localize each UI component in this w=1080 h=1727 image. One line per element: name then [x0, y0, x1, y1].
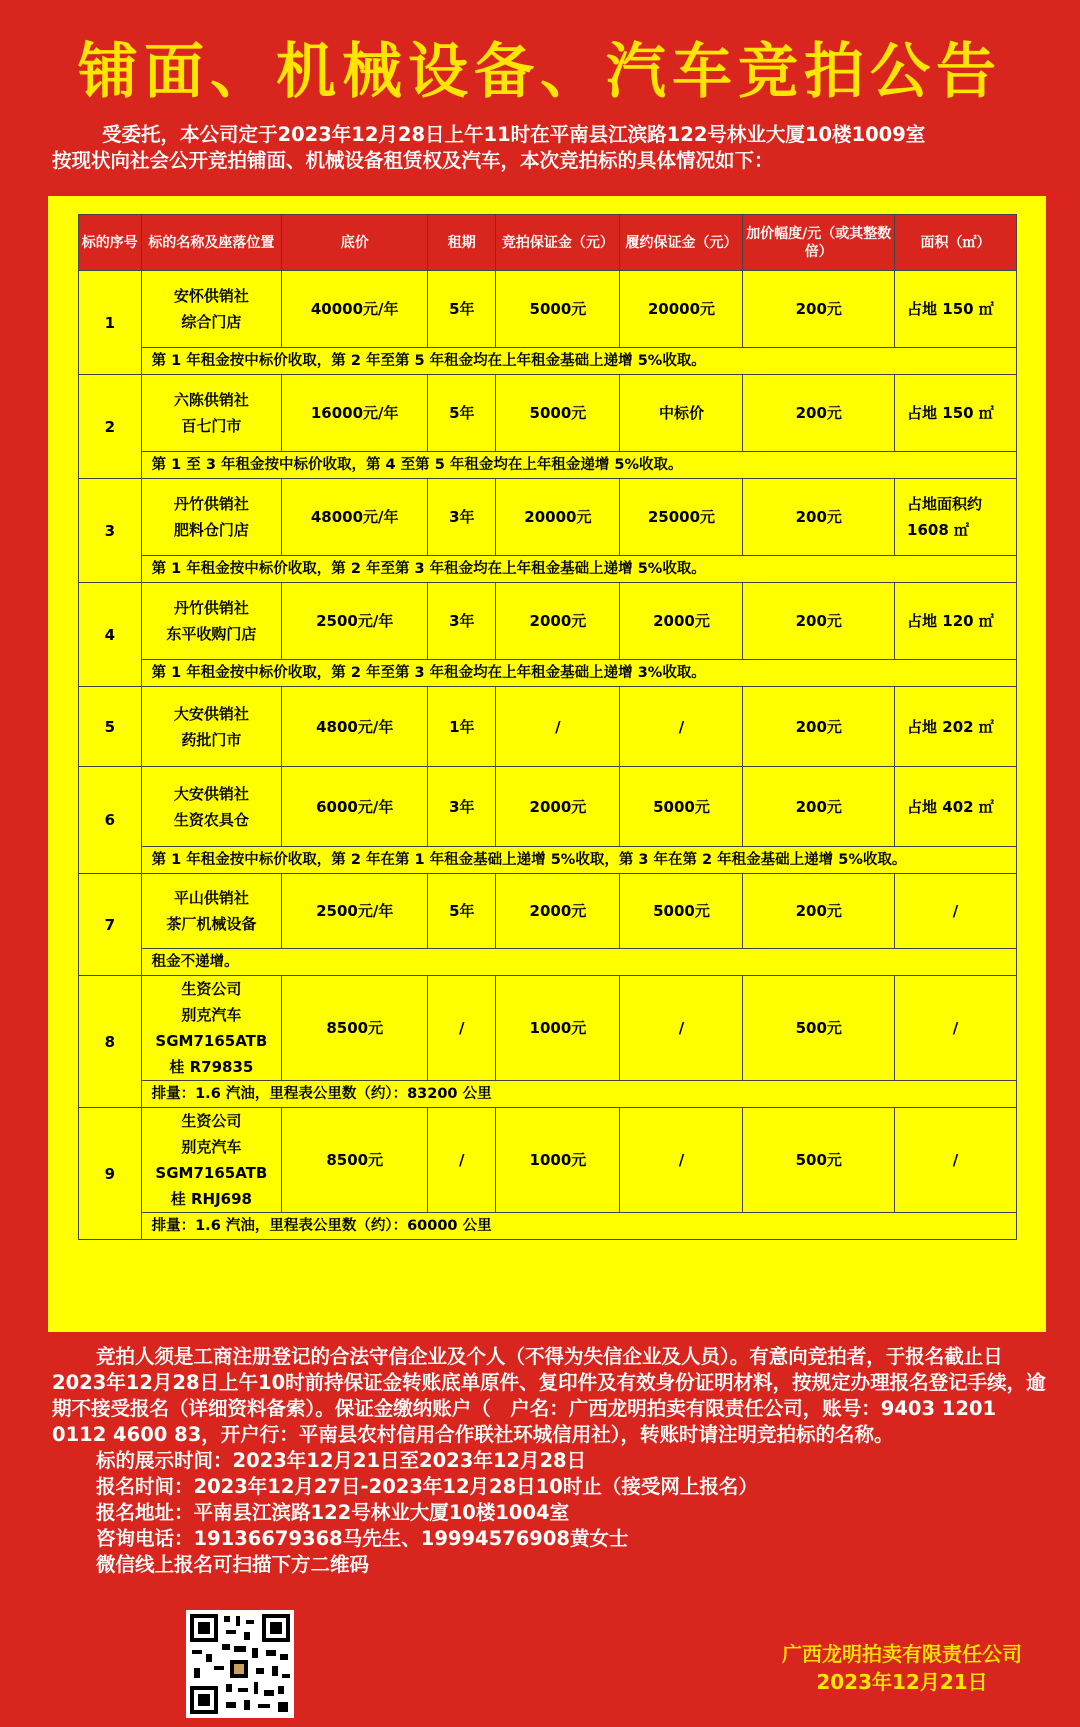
item-deposit: 2000元 — [496, 874, 620, 949]
notice-date: 2023年12月21日 — [816, 1670, 988, 1694]
table-row — [79, 976, 1017, 1081]
header-name: 标的名称及座落位置 — [141, 215, 282, 271]
item-name — [141, 976, 282, 1081]
item-price: 2500元/年 — [282, 583, 428, 660]
wechat-note: 微信线上报名可扫描下方二维码 — [96, 1553, 370, 1576]
item-note: 第 1 年租金按中标价收取，第 2 年至第 3 年租金均在上年租金基础上递增 3%收取。 — [141, 660, 1016, 687]
item-no: 2 — [79, 375, 142, 479]
item-increment: 200元 — [743, 375, 895, 452]
item-name — [141, 375, 282, 452]
item-area — [895, 479, 1017, 556]
item-name-line: 生资公司 — [181, 980, 242, 998]
item-area — [895, 767, 1017, 847]
item-increment: 200元 — [743, 874, 895, 949]
item-area-line: 占地面积约 — [907, 495, 983, 513]
table-row — [79, 375, 1017, 452]
item-area-line: 1608 ㎡ — [907, 521, 970, 539]
item-price: 40000元/年 — [282, 271, 428, 348]
item-increment: 200元 — [743, 479, 895, 556]
item-note: 第 1 年租金按中标价收取，第 2 年在第 1 年租金基础上递增 5%收取，第 3 年在第 2 年租金基础上递增 5%收取。 — [141, 847, 1016, 874]
item-name-line: 百七门市 — [181, 417, 242, 435]
item-area — [895, 1108, 1017, 1213]
item-price: 6000元/年 — [282, 767, 428, 847]
table-row — [79, 1108, 1017, 1213]
item-no: 4 — [79, 583, 142, 687]
item-name — [141, 271, 282, 348]
table-row — [79, 271, 1017, 348]
item-increment: 200元 — [743, 271, 895, 348]
item-term: 5年 — [428, 375, 496, 452]
item-note: 租金不递增。 — [141, 949, 1016, 976]
item-note: 排量：1.6 汽油，里程表公里数（约）：60000 公里 — [141, 1213, 1016, 1240]
item-no: 6 — [79, 767, 142, 874]
item-no: 3 — [79, 479, 142, 583]
contact-phone: 咨询电话：19136679368马先生、19994576908黄女士 — [96, 1527, 629, 1550]
item-price: 16000元/年 — [282, 375, 428, 452]
table-note-row — [79, 556, 1017, 583]
table-row — [79, 687, 1017, 767]
item-no: 1 — [79, 271, 142, 375]
item-performance: / — [620, 976, 743, 1081]
item-area — [895, 687, 1017, 767]
header-increment: 加价幅度/元（或其整数倍） — [743, 215, 895, 271]
header-term: 租期 — [428, 215, 496, 271]
header-performance: 履约保证金（元） — [620, 215, 743, 271]
item-name-line: 丹竹供销社 — [173, 599, 249, 617]
header-price: 底价 — [282, 215, 428, 271]
qr-code[interactable] — [186, 1610, 294, 1718]
item-name-line: 茶厂机械设备 — [166, 915, 257, 933]
item-term: 5年 — [428, 271, 496, 348]
item-performance: 5000元 — [620, 767, 743, 847]
item-deposit: 1000元 — [496, 1108, 620, 1213]
item-name-line: 肥料仓门店 — [173, 521, 249, 539]
item-name-line: 六陈供销社 — [173, 391, 249, 409]
item-name-line: 综合门店 — [181, 313, 242, 331]
item-performance: / — [620, 687, 743, 767]
item-note: 第 1 年租金按中标价收取，第 2 年至第 3 年租金均在上年租金基础上递增 5%收取。 — [141, 556, 1016, 583]
item-no: 5 — [79, 687, 142, 767]
item-performance: 20000元 — [620, 271, 743, 348]
item-area-line: 占地 402 ㎡ — [907, 797, 994, 816]
item-name — [141, 874, 282, 949]
display-time: 标的展示时间：2023年12月21日至2023年12月28日 — [96, 1449, 587, 1472]
item-term: 3年 — [428, 767, 496, 847]
intro — [52, 122, 1052, 174]
item-area-line: 占地 150 ㎡ — [907, 404, 994, 422]
company-name: 广西龙明拍卖有限责任公司 — [782, 1642, 1022, 1666]
intro-line-2: 按现状向社会公开竞拍铺面、机械设备租赁权及汽车，本次竞拍标的具体情况如下： — [52, 149, 774, 172]
item-no: 8 — [79, 976, 142, 1108]
item-area-line: 占地 150 ㎡ — [907, 300, 994, 318]
item-area — [895, 375, 1017, 452]
item-name — [141, 479, 282, 556]
item-area-line: / — [952, 1151, 959, 1169]
register-address: 报名地址：平南县江滨路122号林业大厦10楼1004室 — [96, 1501, 570, 1524]
table-note-row — [79, 847, 1017, 874]
item-increment: 500元 — [743, 1108, 895, 1213]
item-note: 第 1 年租金按中标价收取，第 2 年至第 5 年租金均在上年租金基础上递增 5%收取。 — [141, 348, 1016, 375]
item-deposit: 20000元 — [496, 479, 620, 556]
auction-table — [78, 214, 1017, 1240]
item-area-line: 占地 202 ㎡ — [907, 717, 994, 736]
item-area — [895, 874, 1017, 949]
table-row — [79, 874, 1017, 949]
item-name-line: SGM7165ATB — [155, 1032, 268, 1050]
table-note-row — [79, 1081, 1017, 1108]
item-name — [141, 687, 282, 767]
item-area — [895, 976, 1017, 1081]
item-price: 48000元/年 — [282, 479, 428, 556]
item-name-line: 大安供销社 — [173, 784, 249, 803]
item-term: 3年 — [428, 583, 496, 660]
item-deposit: 5000元 — [496, 375, 620, 452]
header-deposit: 竞拍保证金（元） — [496, 215, 620, 271]
table-note-row — [79, 452, 1017, 479]
item-name-line: 东平收购门店 — [166, 625, 257, 643]
item-deposit: 5000元 — [496, 271, 620, 348]
footer — [752, 1640, 1052, 1696]
item-name-line: 丹竹供销社 — [173, 495, 249, 513]
item-name — [141, 767, 282, 847]
item-increment: 200元 — [743, 687, 895, 767]
item-deposit: 2000元 — [496, 583, 620, 660]
intro-line-1: 受委托，本公司定于2023年12月28日上午11时在平南县江滨路122号林业大厦10楼1009室 — [102, 123, 926, 146]
item-name — [141, 1108, 282, 1213]
item-area-line: / — [952, 902, 959, 920]
item-price: 8500元 — [282, 976, 428, 1081]
item-performance: 5000元 — [620, 874, 743, 949]
item-deposit: / — [496, 687, 620, 767]
table-note-row — [79, 1213, 1017, 1240]
auction-table-panel — [48, 196, 1046, 1332]
table-note-row — [79, 660, 1017, 687]
item-name-line: SGM7165ATB — [155, 1164, 268, 1182]
item-name-line: 桂 R79835 — [169, 1058, 254, 1076]
item-performance: 中标价 — [620, 375, 743, 452]
table-row — [79, 767, 1017, 847]
item-term: / — [428, 976, 496, 1081]
item-no: 7 — [79, 874, 142, 976]
item-deposit: 1000元 — [496, 976, 620, 1081]
table-row — [79, 479, 1017, 556]
item-name-line: 大安供销社 — [173, 704, 249, 723]
header-no: 标的序号 — [79, 215, 142, 271]
item-increment: 500元 — [743, 976, 895, 1081]
item-name-line: 别克汽车 — [181, 1006, 242, 1024]
qr-code-icon — [186, 1610, 294, 1718]
body-paragraph: 竞拍人须是工商注册登记的合法守信企业及个人（不得为失信企业及人员）。有意向竞拍者，于报名截止日2023年12月28日上午10时前持保证金转账底单原件、复印件及有效身份证明材料，按规定办理报名登记手续，逾期不接受报名（详细资料备索）。保证金缴纳账户（ 户名：广西龙明拍卖有限责任公司，账号：9403 1201 0112 4600 83，开户行：平南县农村信用合作联社环城信用社），转账时请注明竞拍标的名称。 — [52, 1345, 1046, 1446]
register-time: 报名时间：2023年12月27日-2023年12月28日10时止（接受网上报名） — [96, 1475, 758, 1498]
item-term: 1年 — [428, 687, 496, 767]
item-term: / — [428, 1108, 496, 1213]
item-area-line: 占地 120 ㎡ — [907, 612, 994, 630]
item-name-line: 药批门市 — [181, 730, 242, 749]
header-area: 面积（㎡） — [895, 215, 1017, 271]
item-increment: 200元 — [743, 767, 895, 847]
item-price: 8500元 — [282, 1108, 428, 1213]
item-term: 3年 — [428, 479, 496, 556]
item-note: 第 1 至 3 年租金按中标价收取，第 4 至第 5 年租金均在上年租金递增 5%收取。 — [141, 452, 1016, 479]
item-name-line: 桂 RHJ698 — [170, 1190, 252, 1208]
item-term: 5年 — [428, 874, 496, 949]
item-name-line: 生资农具仓 — [173, 810, 249, 829]
item-area — [895, 271, 1017, 348]
item-name-line: 生资公司 — [181, 1112, 242, 1130]
item-name-line: 安怀供销社 — [173, 287, 249, 305]
table-header-row — [79, 215, 1017, 271]
table-note-row — [79, 949, 1017, 976]
item-deposit: 2000元 — [496, 767, 620, 847]
item-area-line: / — [952, 1019, 959, 1037]
item-performance: / — [620, 1108, 743, 1213]
table-note-row — [79, 348, 1017, 375]
item-increment: 200元 — [743, 583, 895, 660]
item-no: 9 — [79, 1108, 142, 1240]
notice-body — [52, 1344, 1050, 1578]
item-name-line: 别克汽车 — [181, 1138, 242, 1156]
page-title: 铺面、机械设备、汽车竞拍公告 — [78, 37, 1002, 107]
item-note: 排量：1.6 汽油，里程表公里数（约）：83200 公里 — [141, 1081, 1016, 1108]
item-price: 4800元/年 — [282, 687, 428, 767]
item-price: 2500元/年 — [282, 874, 428, 949]
item-performance: 2000元 — [620, 583, 743, 660]
item-area — [895, 583, 1017, 660]
item-name-line: 平山供销社 — [173, 889, 249, 907]
item-name — [141, 583, 282, 660]
item-performance: 25000元 — [620, 479, 743, 556]
table-row — [79, 583, 1017, 660]
